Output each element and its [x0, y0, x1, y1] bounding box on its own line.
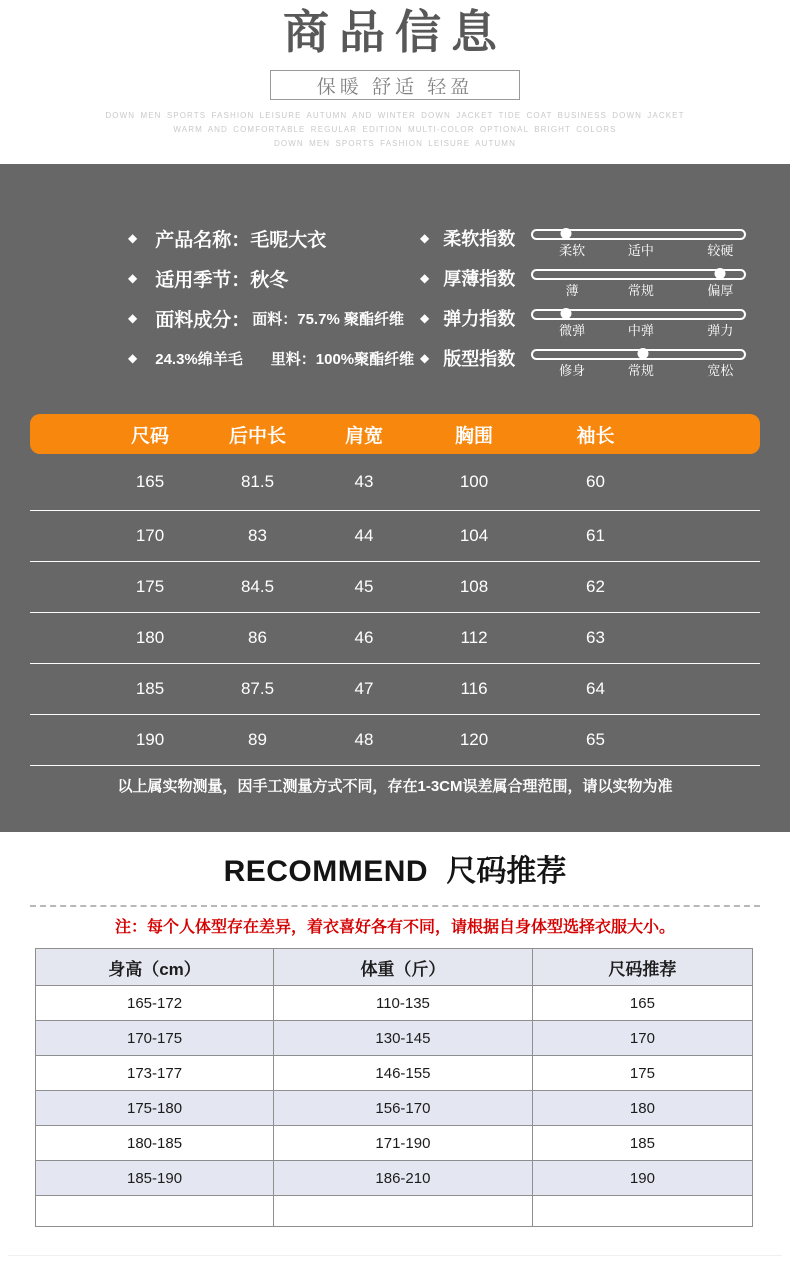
recommend-cell: 146-155 — [274, 1056, 533, 1091]
size-cell: 64 — [586, 679, 605, 698]
slider-scale — [531, 362, 746, 380]
size-header-cell: 肩宽 — [344, 425, 383, 447]
size-cell: 87.5 — [240, 679, 275, 698]
recommend-table-row — [36, 1091, 753, 1126]
diamond-icon: ◆ — [128, 311, 138, 325]
slider-scale — [531, 322, 746, 340]
recommend-cell — [274, 1196, 533, 1227]
recommend-cell: 130-145 — [274, 1021, 533, 1056]
size-cell: 185 — [135, 679, 165, 698]
slider-scale-label: 弹力 — [707, 323, 734, 338]
product-info-section — [0, 164, 790, 832]
recommend-table-row — [36, 1196, 753, 1227]
recommend-cell: 110-135 — [274, 986, 533, 1021]
diamond-icon: ◆ — [128, 271, 138, 285]
slider-track — [531, 269, 746, 280]
attribute-row — [128, 338, 420, 378]
size-table-row — [30, 613, 760, 664]
size-cell: 108 — [459, 577, 489, 596]
tagline-lines — [0, 109, 790, 151]
recommend-table-row — [36, 986, 753, 1021]
size-table-row — [30, 511, 760, 562]
recommend-table — [35, 948, 753, 1227]
diamond-icon: ◆ — [128, 351, 138, 365]
dashed-divider — [30, 905, 760, 907]
recommend-cell — [532, 1196, 752, 1227]
recommend-table-row — [36, 1021, 753, 1056]
index-row — [420, 258, 790, 298]
slider-scale-label: 偏厚 — [707, 283, 734, 298]
size-header-cell: 后中长 — [228, 425, 286, 447]
recommend-cell: 165 — [532, 986, 752, 1021]
recommend-cell: 171-190 — [274, 1126, 533, 1161]
size-cell: 62 — [586, 577, 605, 596]
diamond-icon: ◆ — [420, 231, 430, 245]
attribute-label: 24.3%绵羊毛 — [155, 350, 243, 368]
index-slider — [531, 307, 746, 343]
recommend-table-row — [36, 1161, 753, 1196]
size-cell: 43 — [354, 472, 374, 491]
recommend-cell: 170 — [532, 1021, 752, 1056]
recommend-header-cell: 体重（斤） — [274, 949, 533, 986]
size-table-body — [30, 454, 760, 766]
size-header-cell: 胸围 — [454, 425, 493, 447]
size-cell: 47 — [354, 679, 374, 698]
diamond-icon: ◆ — [128, 231, 138, 245]
diamond-icon: ◆ — [420, 271, 430, 285]
size-cell: 45 — [354, 577, 374, 596]
attribute-label: 产品名称： — [155, 229, 251, 251]
slider-scale-label: 宽松 — [707, 363, 734, 378]
size-cell: 65 — [586, 730, 605, 749]
recommend-title-cn: 尺码推荐 — [446, 855, 567, 888]
size-header-cell: 袖长 — [576, 425, 615, 447]
size-header-cell: 尺码 — [130, 425, 169, 447]
recommend-cell: 173-177 — [36, 1056, 274, 1091]
size-cell: 170 — [135, 526, 165, 545]
index-slider — [531, 267, 746, 303]
slider-scale — [531, 282, 746, 300]
slider-scale-label: 较硬 — [707, 243, 734, 258]
attribute-list — [128, 218, 420, 378]
recommend-cell: 185-190 — [36, 1161, 274, 1196]
slider-scale-label: 常规 — [627, 363, 654, 378]
recommend-cell: 165-172 — [36, 986, 274, 1021]
attribute-value: 毛呢大衣 — [250, 229, 327, 251]
attribute-value: 里料：100%聚酯纤维 — [270, 350, 415, 368]
size-cell: 89 — [248, 730, 267, 749]
size-cell: 190 — [135, 730, 165, 749]
size-cell: 60 — [586, 472, 605, 491]
attribute-label: 适用季节： — [155, 269, 251, 291]
index-row — [420, 218, 790, 258]
slider-scale-label: 薄 — [565, 283, 579, 298]
recommend-cell: 186-210 — [274, 1161, 533, 1196]
index-row — [420, 298, 790, 338]
recommend-title — [0, 852, 790, 892]
index-slider — [531, 347, 746, 383]
recommend-cell: 170-175 — [36, 1021, 274, 1056]
tagline-line: DOWN MEN SPORTS FASHION LEISURE AUTUMN — [274, 139, 516, 148]
slider-scale-label: 微弹 — [559, 323, 586, 338]
slider-knob-icon — [638, 348, 649, 359]
size-table-row — [30, 664, 760, 715]
attribute-value: 秋冬 — [250, 269, 289, 291]
subtitle-box — [270, 70, 520, 100]
size-cell: 48 — [354, 730, 374, 749]
diamond-icon: ◆ — [420, 311, 430, 325]
index-label: 厚薄指数 — [443, 269, 516, 289]
size-cell: 81.5 — [240, 472, 275, 491]
slider-scale — [531, 242, 746, 260]
recommend-cell — [36, 1196, 274, 1227]
size-table-row — [30, 715, 760, 766]
subtitle-text: 保暖 舒适 轻盈 — [316, 76, 474, 98]
slider-knob-icon — [715, 268, 726, 279]
recommend-table-header-row — [36, 949, 753, 986]
page-title: 商品信息 — [283, 7, 507, 58]
slider-knob-icon — [560, 228, 571, 239]
recommend-cell: 175-180 — [36, 1091, 274, 1126]
recommend-cell: 180 — [532, 1091, 752, 1126]
recommend-cell: 156-170 — [274, 1091, 533, 1126]
recommend-header-cell: 身高（cm） — [36, 949, 274, 986]
size-cell: 46 — [354, 628, 374, 647]
recommend-note: 注：每个人体型存在差异，着衣喜好各有不同，请根据自身体型选择衣服大小。 — [114, 919, 675, 936]
recommend-table-row — [36, 1126, 753, 1161]
size-cell: 44 — [354, 526, 374, 545]
attribute-row — [128, 218, 420, 258]
recommend-cell: 175 — [532, 1056, 752, 1091]
diamond-icon: ◆ — [420, 351, 430, 365]
recommend-header-cell: 尺码推荐 — [532, 949, 752, 986]
size-cell: 112 — [460, 628, 488, 647]
recommend-section — [0, 852, 790, 1256]
attribute-row — [128, 298, 420, 338]
slider-scale-label: 柔软 — [559, 243, 586, 258]
size-table-header — [30, 414, 760, 454]
index-row — [420, 338, 790, 378]
recommend-cell: 185 — [532, 1126, 752, 1161]
size-cell: 63 — [586, 628, 605, 647]
slider-scale-label: 常规 — [627, 283, 654, 298]
tagline-line: WARM AND COMFORTABLE REGULAR EDITION MULTI-COLOR OPTIONAL BRIGHT COLORS — [173, 125, 617, 134]
size-table-row — [30, 454, 760, 511]
recommend-table-body — [36, 986, 753, 1227]
size-cell: 165 — [135, 472, 165, 491]
page-header — [0, 0, 790, 164]
size-table-row — [30, 562, 760, 613]
index-slider-list — [420, 218, 790, 378]
attribute-value: 面料：75.7% 聚酯纤维 — [252, 310, 404, 328]
size-cell: 86 — [248, 628, 267, 647]
size-cell: 116 — [460, 679, 488, 698]
recommend-cell: 180-185 — [36, 1126, 274, 1161]
index-label: 柔软指数 — [443, 229, 516, 249]
index-label: 弹力指数 — [443, 309, 516, 329]
size-cell: 180 — [135, 628, 165, 647]
bottom-divider — [8, 1255, 782, 1256]
tagline-line: DOWN MEN SPORTS FASHION LEISURE AUTUMN AND WINTER DOWN JACKET TIDE COAT BUSINESS DOWN JACKET — [105, 111, 685, 120]
size-cell: 120 — [459, 730, 489, 749]
slider-knob-icon — [560, 308, 571, 319]
recommend-cell: 190 — [532, 1161, 752, 1196]
attribute-label: 面料成分： — [155, 309, 251, 331]
index-slider — [531, 227, 746, 263]
size-table-note: 以上属实物测量，因手工测量方式不同，存在1-3CM误差属合理范围，请以实物为准 — [117, 778, 673, 795]
slider-scale-label: 中弹 — [627, 323, 654, 338]
size-cell: 61 — [586, 526, 605, 545]
recommend-title-en: RECOMMEND — [223, 855, 429, 888]
attribute-row — [128, 258, 420, 298]
slider-scale-label: 适中 — [627, 243, 654, 258]
size-cell: 83 — [248, 526, 267, 545]
size-cell: 100 — [459, 472, 489, 491]
size-cell: 104 — [459, 526, 489, 545]
slider-scale-label: 修身 — [559, 363, 586, 378]
attributes-area — [0, 164, 790, 378]
index-label: 版型指数 — [443, 349, 516, 369]
size-cell: 175 — [135, 577, 165, 596]
size-cell: 84.5 — [240, 577, 275, 596]
recommend-table-row — [36, 1056, 753, 1091]
